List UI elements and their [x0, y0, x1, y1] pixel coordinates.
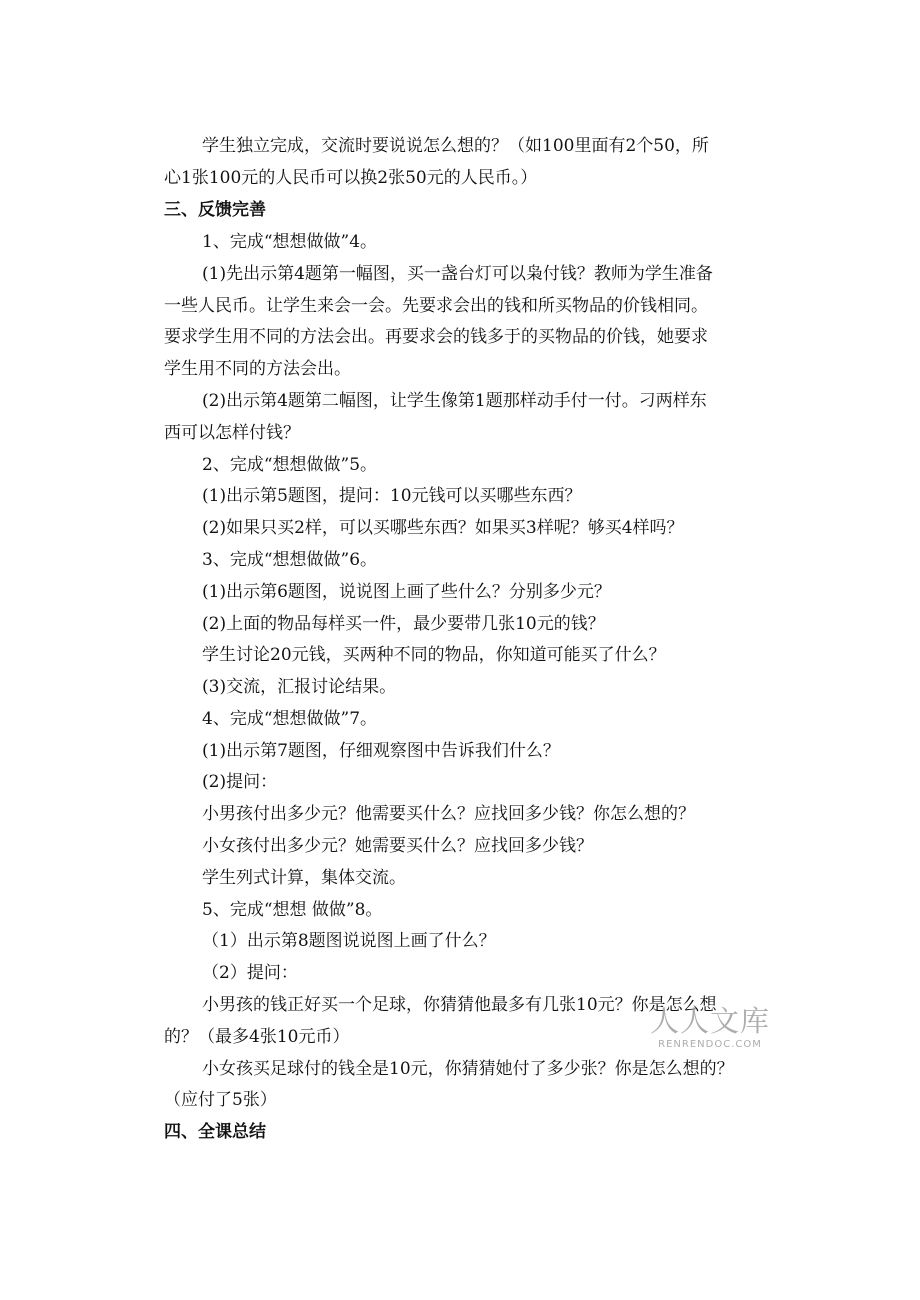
text-line: (1)先出示第4题第一幅图，买一盏台灯可以枭付钱？教师为学生准备 — [202, 264, 713, 284]
text-line: (2)如果只买2样，可以买哪些东西？如果买3样呢？够买4样吗？ — [202, 518, 684, 538]
text-line: (2)上面的物品每样买一件，最少要带几张10元的钱？ — [202, 614, 605, 634]
watermark-subtitle: RENRENDOC.COM — [658, 1039, 762, 1050]
text-line: (3)交流，汇报讨论结果。 — [202, 677, 397, 697]
text-line: 4、完成“想想做做”7。 — [202, 709, 378, 729]
text-line: 的？（最多4张10元币） — [164, 1027, 350, 1047]
text-line: 1、完成“想想做做”4。 — [202, 232, 378, 252]
text-line: 西可以怎样付钱？ — [164, 423, 300, 443]
text-line: 小男孩的钱正好买一个足球，你猜猜他最多有几张10元？你是怎么想 — [202, 995, 717, 1015]
text-line: 一些人民币。让学生来会一会。先要求会出的钱和所买物品的价钱相同。 — [164, 296, 708, 316]
section-heading: 四、全课总结 — [164, 1122, 266, 1142]
text-line: 5、完成“想想 做做”8。 — [202, 900, 383, 920]
text-line: 学生用不同的方法会出。 — [164, 359, 351, 379]
section-heading: 三、反馈完善 — [164, 200, 266, 220]
text-line: (1)出示第5题图，提问：10元钱可以买哪些东西？ — [202, 486, 582, 506]
text-line: 3、完成“想想做做”6。 — [202, 550, 378, 570]
text-line: 学生独立完成，交流时要说说怎么想的？（如100里面有2个50，所 — [202, 136, 709, 156]
text-line: 心1张100元的人民币可以换2张50元的人民币。） — [164, 168, 538, 188]
text-line: 要求学生用不同的方法会出。再要求会的钱多于的买物品的价钱，她要求 — [164, 327, 708, 347]
text-line: (1)出示第6题图，说说图上画了些什么？分别多少元？ — [202, 582, 611, 602]
text-line: (2)提问： — [202, 772, 278, 792]
watermark-title: 人人文库 — [649, 1004, 770, 1038]
text-line: 小男孩付出多少元？他需要买什么？应找回多少钱？你怎么想的？ — [202, 804, 695, 824]
text-line: 小女孩买足球付的钱全是10元，你猜猜她付了多少张？你是怎么想的？ — [202, 1059, 734, 1079]
text-line: (2)出示第4题第二幅图，让学生像第1题那样动手付一付。刁两样东 — [202, 391, 707, 411]
text-line: （2）提问： — [202, 963, 298, 983]
text-line: 2、完成“想想做做”5。 — [202, 455, 378, 475]
text-line: (1)出示第7题图，仔细观察图中告诉我们什么？ — [202, 741, 560, 761]
text-line: 学生列式计算，集体交流。 — [202, 868, 406, 888]
text-line: （1）出示第8题图说说图上画了什么？ — [202, 931, 496, 951]
text-line: 小女孩付出多少元？她需要买什么？应找回多少钱？ — [202, 836, 593, 856]
watermark-logo — [648, 1003, 772, 1051]
text-line: 学生讨论20元钱，买两种不同的物品，你知道可能买了什么？ — [202, 645, 666, 665]
text-line: （应付了5张） — [164, 1090, 277, 1110]
